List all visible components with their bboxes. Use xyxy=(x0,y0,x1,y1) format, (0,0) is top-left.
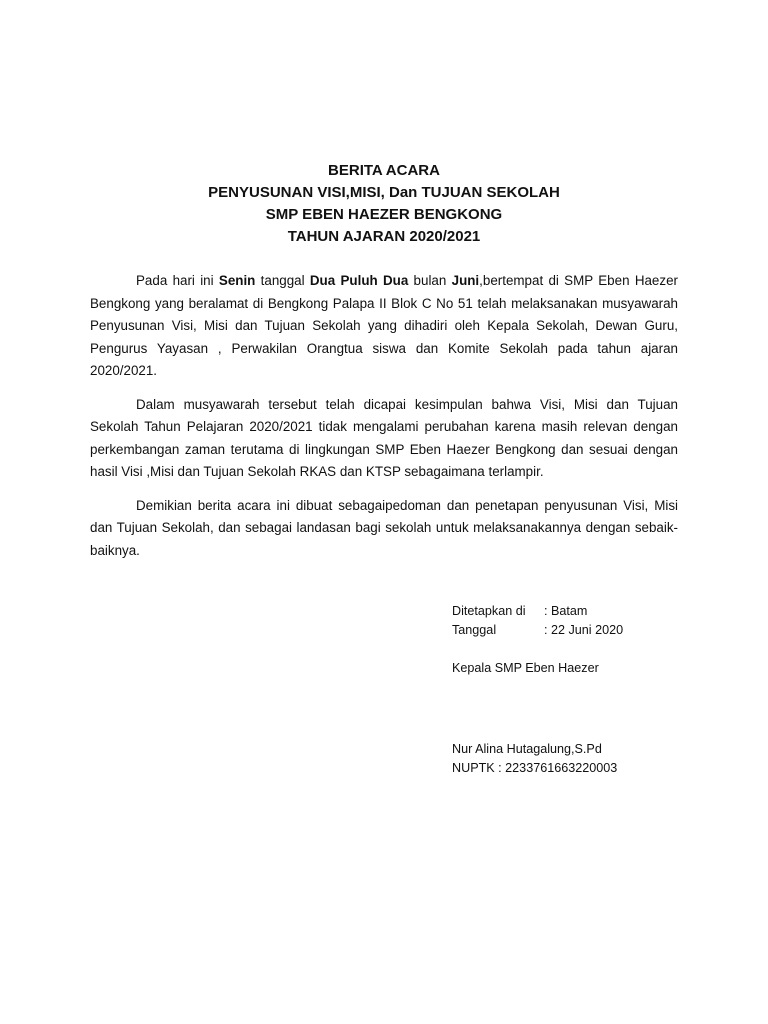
heading-subject: PENYUSUNAN VISI,MISI, Dan TUJUAN SEKOLAH xyxy=(208,184,560,201)
date-label: Tanggal xyxy=(452,623,497,637)
heading-school: SMP EBEN HAEZER BENGKONG xyxy=(265,206,503,223)
place-value: : Batam xyxy=(544,604,588,618)
paragraph-opening-text-1: Pada hari ini xyxy=(136,273,219,288)
signature-date-row xyxy=(452,621,692,640)
heading-academic-year: TAHUN AJARAN 2020/2021 xyxy=(287,228,481,245)
signature-block xyxy=(452,602,692,778)
paragraph-opening-text-2: tanggal xyxy=(255,273,310,288)
signatory-position: Kepala SMP Eben Haezer xyxy=(452,661,599,675)
meeting-day: Senin xyxy=(218,273,256,288)
paragraph-conclusion: Dalam musyawarah tersebut telah dicapai kesimpulan bahwa Visi, Misi dan Tujuan Sekolah Tahun Pelajaran 2020/2021 tidak mengalami perubahan karena masih relevan dengan perkembangan zaman terutama di lingkungan SMP Eben Haezer Bengkong dan sesuai dengan hasil Visi ,Misi dan Tujuan Sekolah RKAS dan KTSP sebagaimana terlampir. xyxy=(90,396,678,479)
signatory-name: Nur Alina Hutagalung,S.Pd xyxy=(452,742,602,756)
document-body xyxy=(90,270,678,573)
paragraph-opening-text-3: bulan xyxy=(408,273,452,288)
signature-space xyxy=(452,678,692,740)
meeting-month: Juni xyxy=(451,273,480,288)
document-heading xyxy=(0,160,768,248)
place-label: Ditetapkan di xyxy=(452,604,526,618)
paragraph-closing: Demikian berita acara ini dibuat sebagaipedoman dan penetapan penyusunan Visi, Misi dan Tujuan Sekolah, dan sebagai landasan bagi sekolah untuk melaksanakannya dengan sebaik-baiknya. xyxy=(90,497,678,558)
paragraph-opening xyxy=(90,270,678,383)
heading-title: BERITA ACARA xyxy=(328,162,440,179)
meeting-date-words: Dua Puluh Dua xyxy=(309,273,409,288)
signature-spacer xyxy=(452,640,692,659)
signature-place-row xyxy=(452,602,692,621)
paragraph-opening-text-4: ,bertempat di SMP Eben Haezer Bengkong yang beralamat di Bengkong Palapa II Blok C No 51 telah melaksanakan musyawarah Penyusunan Visi, Misi dan Tujuan Sekolah yang dihadiri oleh Kepala Sekolah, Dewan Guru, Pengurus Yayasan , Perwakilan Orangtua siswa dan Komite Sekolah pada tahun ajaran 2020/2021. xyxy=(90,273,678,378)
date-value: : 22 Juni 2020 xyxy=(544,623,624,637)
signatory-nuptk: NUPTK : 2233761663220003 xyxy=(452,761,618,775)
